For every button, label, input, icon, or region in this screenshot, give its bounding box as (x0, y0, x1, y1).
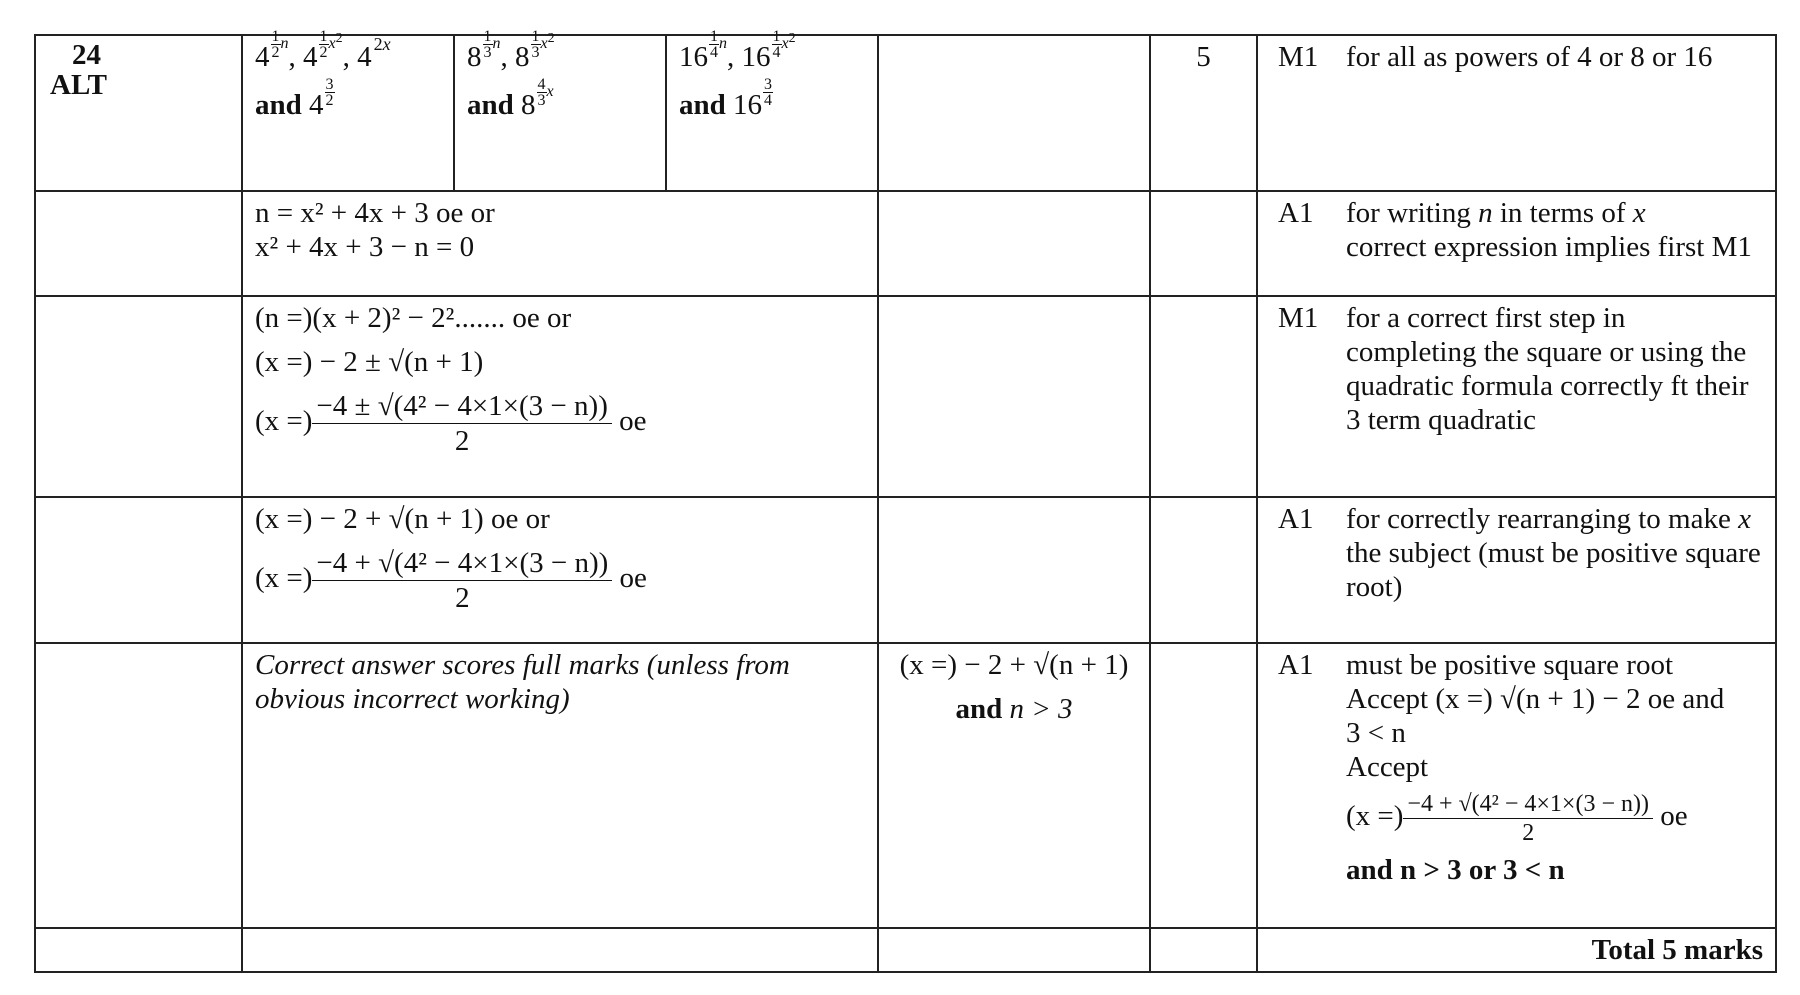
working-note: Correct answer scores full marks (unless from obvious incorrect working) (255, 649, 790, 715)
marks-cell (1150, 296, 1257, 497)
final-answer: (x =) − 2 + √(n + 1) (899, 649, 1129, 681)
working-formula: (x =) $\frac{\text{−4 + √(4² − 4×1×(3 − n))}}{2}$ oe (255, 547, 647, 614)
working-cell (242, 296, 878, 497)
powers-of-16-cell (666, 27, 878, 191)
answer-cell (878, 296, 1150, 497)
question-number-cell (35, 643, 242, 928)
working-cell (242, 497, 878, 643)
guidance-text: must be positive square root Accept (x =) √(n + 1) − 2 oe and 3 < n Accept (x =) $\frac{\text{−4 + √(4² − 4×1×(3 − n))}}{2}$ oe and n > 3 or 3 < n (1346, 649, 1725, 886)
mark-scheme-table (34, 27, 1777, 973)
guidance-text: for all as powers of 4 or 8 or 16 (1346, 41, 1713, 73)
guidance-text: for writing n in terms of x correct expression implies first M1 (1346, 197, 1752, 263)
table-row (35, 296, 1776, 497)
powers-of-4: 4 $\frac{1}{2}$ n, 4 $\frac{1}{2}$ x2, 4 $^{2x}$ (255, 27, 391, 73)
powers-of-8: 8 $\frac{1}{3}$ n, 8 $\frac{1}{3}$ x2 (467, 27, 555, 73)
question-number-cell (35, 35, 242, 191)
question-number: 24 (72, 39, 101, 71)
working-cell (242, 928, 878, 972)
answer-cell (878, 35, 1150, 191)
question-number-cell (35, 191, 242, 296)
powers-of-16: 16 $\frac{1}{4}$ n, 16 $\frac{1}{4}$ x2 (679, 27, 796, 73)
working-line: x² + 4x + 3 − n = 0 (255, 231, 475, 263)
mark-code: A1 (1278, 503, 1314, 535)
and-power-of-8: and 8 $\frac{4}{3}$ x (467, 75, 554, 121)
guidance-text: for correctly rearranging to make x the subject (must be positive square root) (1346, 503, 1761, 603)
working-cell (242, 643, 878, 928)
working-cell (242, 191, 878, 296)
mark-code: A1 (1278, 197, 1314, 229)
question-tag: ALT (50, 69, 107, 101)
powers-of-8-cell (454, 27, 666, 191)
marks-cell (1150, 191, 1257, 296)
mark-code: M1 (1278, 41, 1319, 73)
table-row (35, 928, 1776, 972)
marks-cell (1150, 643, 1257, 928)
working-line: (x =) − 2 ± √(n + 1) (255, 346, 484, 378)
final-answer-condition: and n > 3 (955, 693, 1073, 725)
guidance-cell (1257, 35, 1776, 191)
guidance-cell (1257, 296, 1776, 497)
question-number-cell (35, 497, 242, 643)
powers-of-4-cell (242, 27, 454, 191)
question-number-cell (35, 296, 242, 497)
answer-cell (878, 497, 1150, 643)
total-marks: Total 5 marks (1257, 928, 1776, 972)
and-power-of-4: and 4 $\frac{3}{2}$ (255, 75, 334, 121)
guidance-text: for a correct first step in completing the square or using the quadratic formula correctly ft their 3 term quadratic (1346, 302, 1749, 436)
table-row (35, 35, 1776, 191)
guidance-cell (1257, 497, 1776, 643)
guidance-cell (1257, 191, 1776, 296)
working-line: n = x² + 4x + 3 oe or (255, 197, 495, 229)
answer-cell (878, 191, 1150, 296)
marks-cell: 5 (1150, 35, 1257, 191)
table-row (35, 497, 1776, 643)
answer-cell (878, 928, 1150, 972)
mark-code: A1 (1278, 649, 1314, 681)
marks-cell (1150, 928, 1257, 972)
working-formula: (x =) $\frac{\text{−4 ± √(4² − 4×1×(3 − n))}}{2}$ oe (255, 390, 647, 457)
answer-cell (878, 643, 1150, 928)
working-line: (x =) − 2 + √(n + 1) oe or (255, 503, 550, 535)
marks-cell (1150, 497, 1257, 643)
working-line: (n =)(x + 2)² − 2²....... oe or (255, 302, 572, 334)
table-row (35, 643, 1776, 928)
and-power-of-16: and 16 $\frac{3}{4}$ (679, 75, 773, 121)
guidance-cell (1257, 643, 1776, 928)
question-number-cell (35, 928, 242, 972)
table-row (35, 191, 1776, 296)
mark-code: M1 (1278, 302, 1319, 334)
